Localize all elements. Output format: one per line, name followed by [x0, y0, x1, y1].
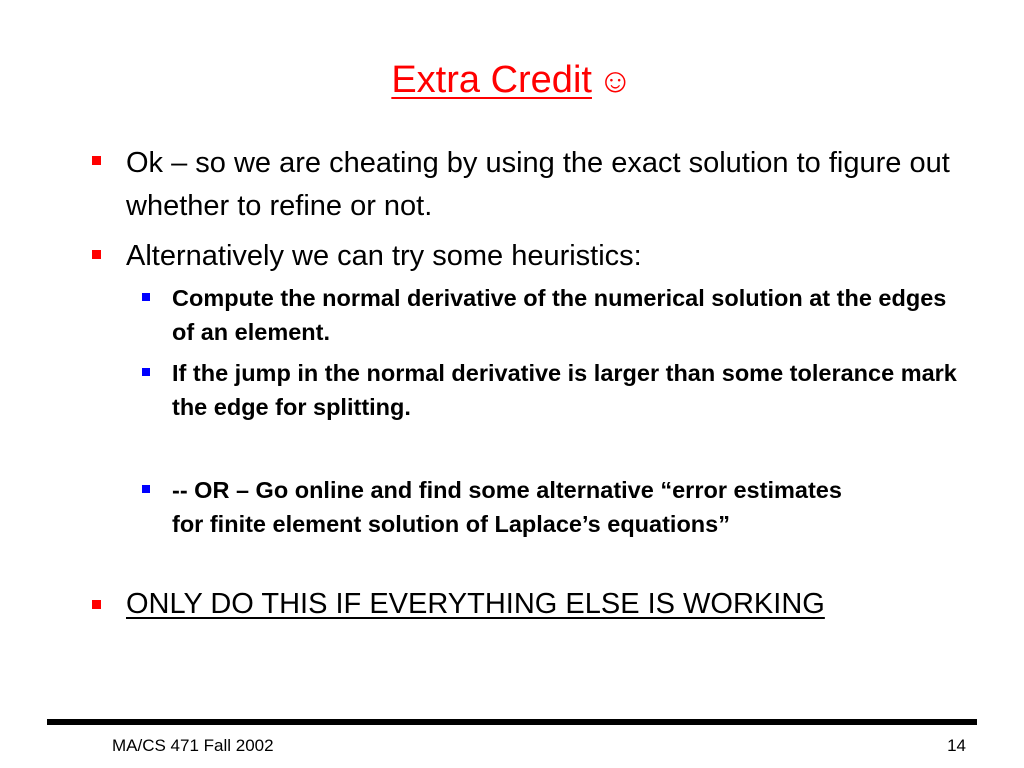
sub-bullet-text: If the jump in the normal derivative is larger than some tolerance mark the edge for splitting. — [172, 360, 957, 420]
square-bullet-icon — [142, 485, 150, 493]
sub-bullet-text: -- OR – Go online and find some alternative “error estimates for finite element solution of Laplace’s equations” — [172, 477, 842, 537]
page-number: 14 — [947, 736, 966, 755]
slide-title — [0, 58, 1024, 104]
bullet-text: Alternatively we can try some heuristics: — [126, 240, 642, 272]
bullet-text: ONLY DO THIS IF EVERYTHING ELSE IS WORKING — [126, 588, 825, 620]
square-bullet-icon — [142, 368, 150, 376]
bullet-text: Ok – so we are cheating by using the exact solution to figure out whether to refine or not. — [126, 147, 950, 222]
sub-bullet-text: Compute the normal derivative of the numerical solution at the edges of an element. — [172, 285, 947, 345]
square-bullet-icon — [92, 600, 101, 609]
smiley-face-icon: ☺ — [597, 62, 633, 100]
square-bullet-icon — [92, 250, 101, 259]
footer-divider — [47, 719, 977, 725]
square-bullet-icon — [92, 156, 101, 165]
slide-title-text: Extra Credit — [391, 59, 592, 101]
footer-course: MA/CS 471 Fall 2002 — [112, 736, 274, 755]
square-bullet-icon — [142, 293, 150, 301]
